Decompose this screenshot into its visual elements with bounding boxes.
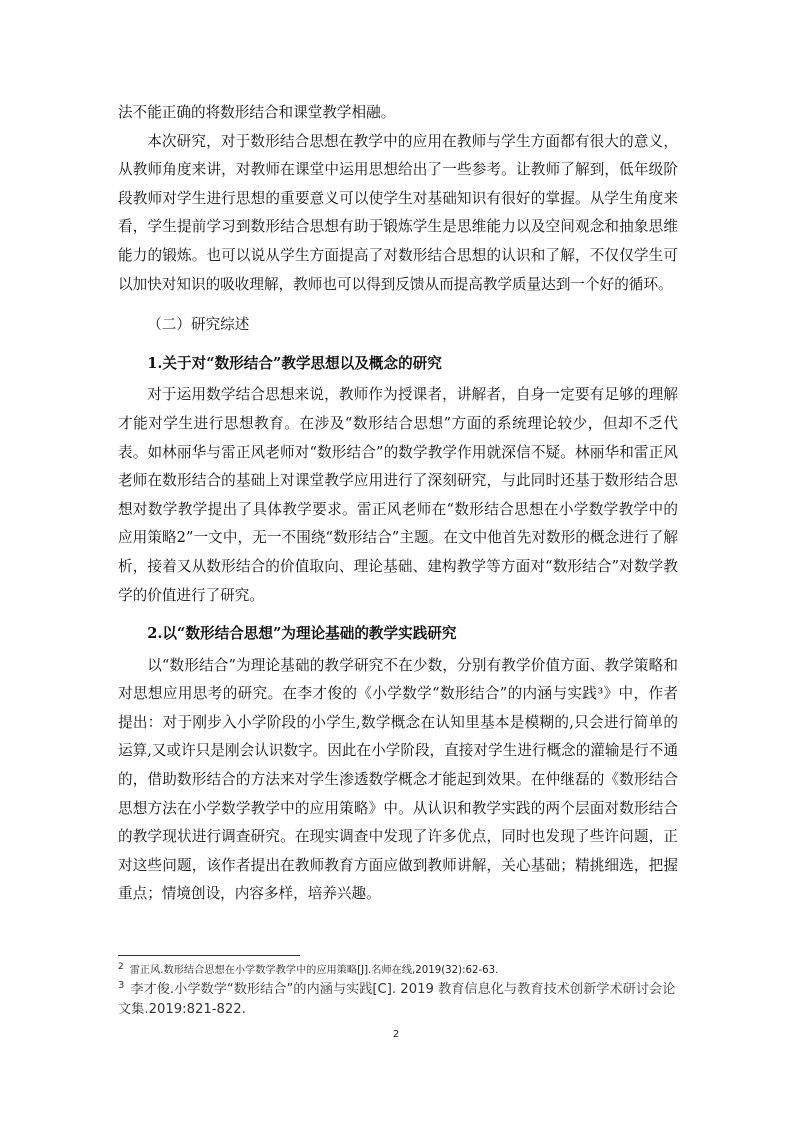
footnotes bbox=[118, 962, 678, 1020]
subsection-1-heading: 1.关于对“数形结合”教学思想以及概念的研究 bbox=[147, 354, 442, 372]
subsection-1-paragraph: 对于运用数学结合思想来说，教师作为授课者，讲解者，自身一定要有足够的理解才能对学生进行思想教育。在涉及“数形结合思想”方面的系统理论较少，但却不乏代表。如林丽华与雷正风老师对“数形结合”的数学教学作用就深信不疑。林丽华和雷正风老师在数形结合的基础上对课堂教学应用进行了深刻研究，与此同时还基于数形结合思想对数学教学提出了具体教学要求。雷正风老师在“数形结合思想在小学数学教学中的应用策略2”一文中，无一不围绕“数形结合”主题。在文中他首先对数形的概念进行了解析，接着又从数形结合的价值取向、理论基础、建构教学等方面对“数形结合”对数学教学的价值进行了研究。 bbox=[118, 386, 678, 604]
footnote-2-text: 雷正风.数形结合思想在小学数学教学中的应用策略[J].名师在线,2019(32):62-63. bbox=[129, 965, 499, 976]
subsection-2-heading: 2.以“数形结合思想”为理论基础的教学实践研究 bbox=[147, 625, 457, 643]
footnote-separator bbox=[118, 955, 300, 956]
footnote-2-mark: 2 bbox=[118, 961, 124, 972]
main-text bbox=[118, 99, 678, 909]
footnote-3-text: 李才俊.小学数学“数形结合”的内涵与实践[C]. 2019 教育信息化与教育技术创新学术研讨会论文集.2019:821-822. bbox=[118, 982, 676, 1017]
significance-paragraph: 本次研究，对于数形结合思想在教学中的应用在教师与学生方面都有很大的意义，从教师角度来讲，对教师在课堂中运用思想给出了一些参考。让教师了解到，低年级阶段教师对学生进行思想的重要意义可以使学生对基础知识有很好的掌握。从学生角度来看，学生提前学习到数形结合思想有助于锻炼学生是思维能力以及空间观念和抽象思维能力的锻炼。也可以说从学生方面提高了对数形结合思想的认识和了解，不仅仅学生可以加快对知识的吸收理解，教师也可以得到反馈从而提高教学质量达到一个好的循环。 bbox=[118, 132, 678, 293]
footnote-3-mark: 3 bbox=[118, 979, 125, 991]
page-number: 2 bbox=[392, 1029, 400, 1040]
footnote-2 bbox=[118, 962, 678, 980]
continuation-paragraph: 法不能正确的将数形结合和课堂教学相融。 bbox=[118, 104, 396, 121]
subsection-2-paragraph: 以“数形结合”为理论基础的教学研究不在少数，分别有教学价值方面、教学策略和对思想应用思考的研究。在李才俊的《小学数学“数形结合”的内涵与实践³》中，作者提出：对于刚步入小学阶段的小学生,数学概念在认知里基本是模糊的,只会进行简单的运算,又或许只是刚会认识数字。因此在小学阶段，直接对学生进行概念的灌输是行不通的，借助数形结合的方法来对学生渗透数学概念才能起到效果。在仲继磊的《数形结合思想方法在小学数学教学中的应用策略》中。从认识和教学实践的两个层面对数形结合的教学现状进行调查研究。在现实调查中发现了许多优点，同时也发现了些许问题，正对这些问题，该作者提出在教师教育方面应做到教师讲解，关心基础；精挑细选，把握重点；情境创设，内容多样，培养兴趣。 bbox=[118, 656, 678, 903]
footnote-3 bbox=[118, 980, 678, 1020]
section-heading: （二）研究综述 bbox=[147, 316, 250, 334]
